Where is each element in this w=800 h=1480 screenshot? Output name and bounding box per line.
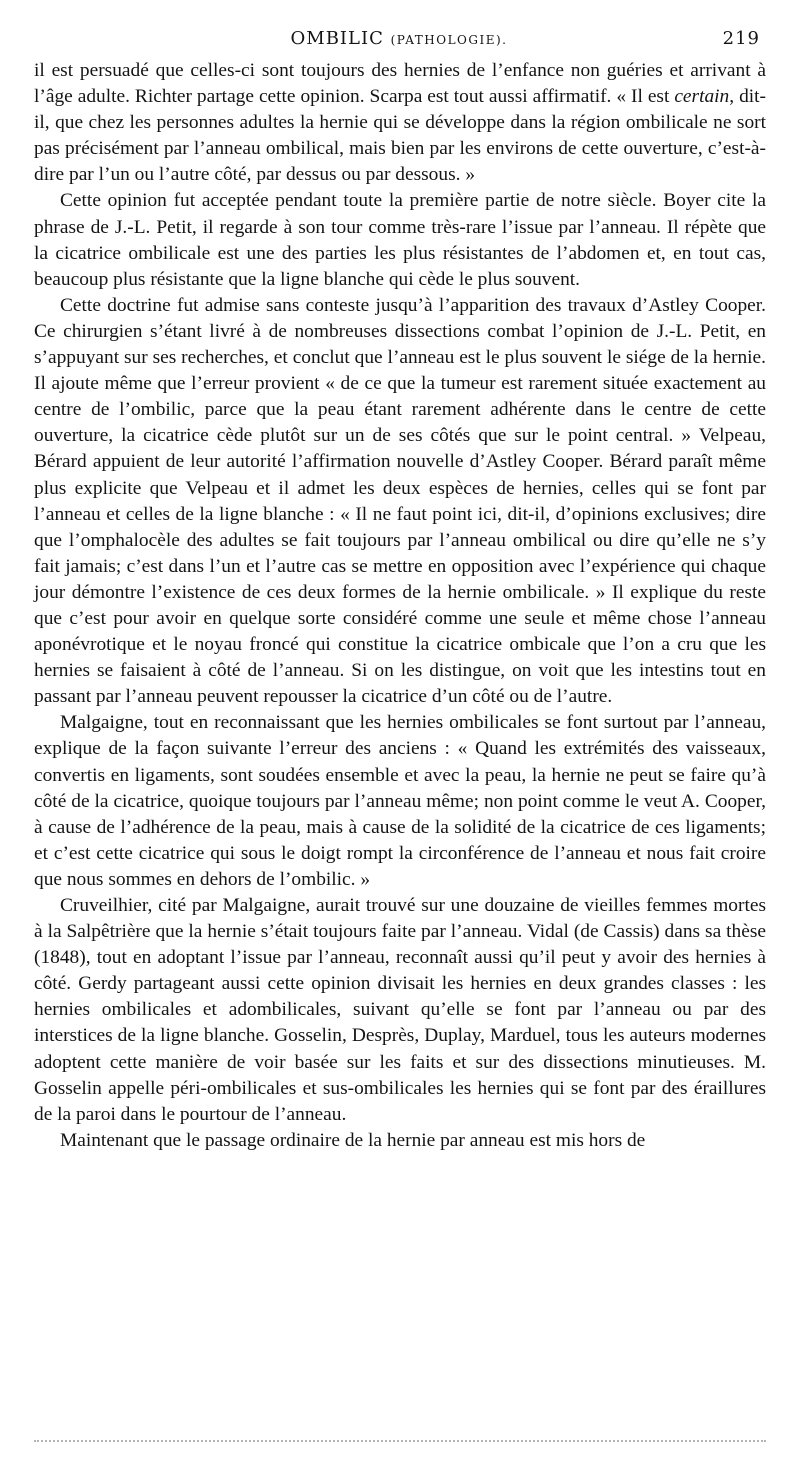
body-text (34, 58, 766, 1154)
running-title (34, 28, 764, 49)
page-number: 219 (722, 28, 760, 49)
paragraph-6: Maintenant que le passage ordinaire de la hernie par anneau est mis hors de (60, 1129, 646, 1151)
paragraph-1-italic: certain (674, 86, 730, 108)
paragraph-1-text-before: il est persuadé que celles-ci sont toujours des hernies de l’enfance non guéries et arrivant à l’âge adulte. Richter partage cette opinion. Scarpa est tout aussi affirmatif. « Il est (34, 60, 766, 108)
running-title-subtitle: (PATHOLOGIE). (390, 33, 508, 47)
running-head (34, 28, 764, 56)
paragraph-2: Cette opinion fut acceptée pendant toute la première partie de notre siècle. Boyer cite la phrase de J.-L. Petit, il regarde à son tour comme très-rare l’issue par l’anneau. Il répète que la cicatrice ombilicale est une des parties les plus résistantes de l’abdomen et, en tout cas, beaucoup plus résistante que la ligne blanche qui cède le plus souvent. (34, 190, 766, 290)
bottom-scan-noise (34, 1440, 766, 1446)
paragraph-1-text-after: , dit-il, que chez les personnes adultes la hernie qui se développe dans la région ombilicale ne sort pas précisément par l’anneau ombilical, mais bien par les environs de cette ouverture, c’est-à-dire par l’un ou l’autre côté, par dessus ou par dessous. » (34, 86, 766, 186)
paragraph-4: Malgaigne, tout en reconnaissant que les hernies ombilicales se font surtout par l’anneau, explique de la façon suivante l’erreur des anciens : « Quand les extrémités des vaisseaux, convertis en ligaments, sont soudées ensemble et avec la peau, la hernie ne peut se faire qu’à côté de la cicatrice, quoique toujours par l’anneau même; non point comme le veut A. Cooper, à cause de l’adhérence de la peau, mais à cause de la solidité de la cicatrice de ces ligaments; et c’est cette cicatrice qui sous le doigt rompt la circonférence de l’anneau et nous fait croire que nous sommes en dehors de l’ombilic. » (34, 712, 766, 890)
running-title-main: OMBILIC (290, 28, 391, 49)
paragraph-1 (34, 58, 766, 188)
paragraph-5: Cruveilhier, cité par Malgaigne, aurait trouvé sur une douzaine de vieilles femmes mortes à la Salpêtrière que la hernie s’était toujours faite par l’anneau. Vidal (de Cassis) dans sa thèse (1848), tout en adoptant l’issue par l’anneau, reconnaît aussi qu’il peut y avoir des hernies à côté. Gerdy partageant aussi cette opinion divisait les hernies en deux grandes classes : les hernies ombilicales et adombilicales, suivant qu’elle se font par l’anneau ou par des interstices de la ligne blanche. Gosselin, Desprès, Duplay, Marduel, tous les auteurs modernes adoptent cette manière de voir basée sur les faits et sur des dissections minutieuses. M. Gosselin appelle péri-ombilicales et sus-ombilicales les hernies qui se font par des éraillures de la paroi dans le pourtour de l’anneau. (34, 895, 766, 1125)
paragraph-3: Cette doctrine fut admise sans conteste jusqu’à l’apparition des travaux d’Astley Cooper. Ce chirurgien s’étant livré à de nombreuses dissections combat l’opinion de J.-L. Petit, en s’appuyant sur ses recherches, et conclut que l’anneau est le plus souvent le siége de la hernie. Il ajoute même que l’erreur provient « de ce que la tumeur est rarement située exactement au centre de l’ombilic, parce que la peau étant rarement adhérente dans le centre de cette ouverture, la cicatrice cède plutôt sur un de ses côtés que sur le point central. » Velpeau, Bérard appuient de leur autorité l’affirmation nouvelle d’Astley Cooper. Bérard paraît même plus explicite que Velpeau et il admet les deux espèces de hernies, celles qui se font par l’anneau et celles de la ligne blanche : « Il ne faut point ici, dit-il, d’opinions exclusives; dire que l’omphalocèle des adultes se fait toujours par l’anneau ombilical ou dire qu’elle ne s’y fait jamais; c’est dans l’un et l’autre cas se mettre en opposition avec l’expérience qui chaque jour démontre l’existence de ces deux formes de la hernie ombilicale. » Il explique du reste que c’est pour avoir en quelque sorte considéré comme une seule et même chose l’anneau aponévrotique et le noyau froncé qui constitue la cicatrice ombicale que l’on a cru que les hernies se faisaient à côté de l’anneau. Si on les distingue, on voit que les intestins tout en passant par l’anneau peuvent repousser la cicatrice d’un côté ou de l’autre. (34, 294, 766, 708)
